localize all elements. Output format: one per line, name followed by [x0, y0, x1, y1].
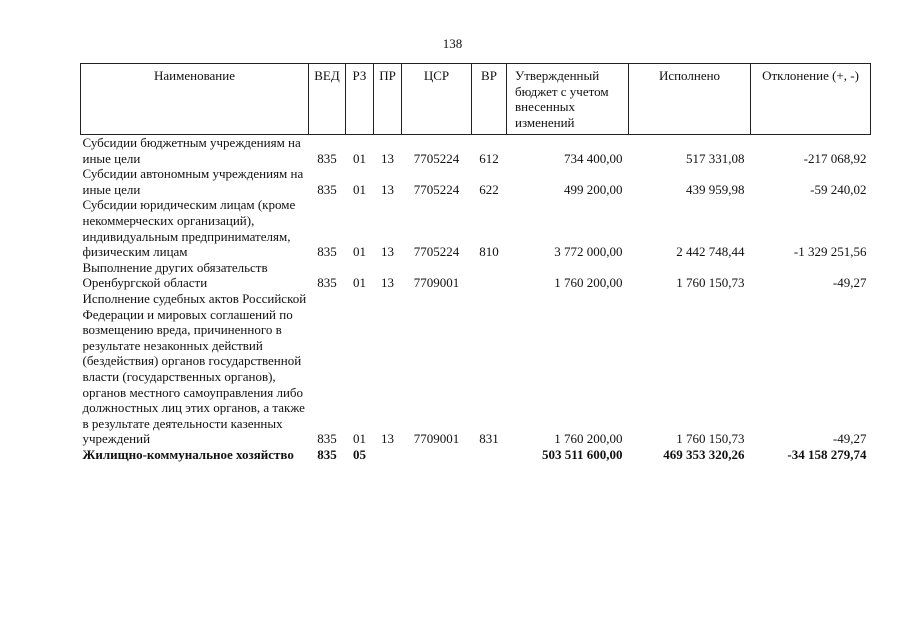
table-row [81, 260, 871, 291]
row-pr: 13 [381, 244, 394, 260]
row-rz: 01 [353, 244, 366, 260]
row-ved: 835 [317, 244, 337, 260]
row-rz: 05 [353, 446, 366, 462]
table-row [81, 166, 871, 197]
header-pr: ПР [374, 64, 402, 135]
header-deviation: Отклонение (+, -) [751, 64, 871, 135]
row-csr: 7705224 [413, 150, 460, 166]
row-csr: 7705224 [413, 244, 460, 260]
row-deviation: -34 158 279,74 [787, 446, 867, 462]
row-vr [472, 447, 507, 463]
row-deviation: -59 240,02 [810, 181, 867, 197]
header-ved: ВЕД [309, 64, 346, 135]
row-pr: 13 [381, 275, 394, 291]
header-approved: Утвержденный бюджет с учетом внесенных изменений [507, 64, 629, 135]
table-header [81, 64, 871, 135]
header-rz: РЗ [346, 64, 374, 135]
row-vr: 831 [479, 431, 499, 447]
budget-table [80, 63, 871, 462]
row-csr: 7709001 [413, 431, 460, 447]
row-executed: 1 760 150,73 [676, 275, 745, 291]
row-executed: 1 760 150,73 [676, 431, 745, 447]
table-row-section-total [81, 447, 871, 463]
row-deviation: -49,27 [832, 431, 867, 447]
table-row [81, 291, 871, 447]
row-vr [472, 260, 507, 291]
row-ved: 835 [317, 431, 337, 447]
row-ved: 835 [317, 275, 337, 291]
row-executed: 439 959,98 [686, 181, 745, 197]
row-pr [374, 447, 402, 463]
row-name: Субсидии бюджетным учреждениям на иные цели [82, 135, 301, 166]
table-body [81, 135, 871, 463]
row-rz: 01 [353, 275, 366, 291]
row-rz: 01 [353, 150, 366, 166]
table-row [81, 135, 871, 167]
row-deviation: -1 329 251,56 [793, 244, 867, 260]
row-pr: 13 [381, 150, 394, 166]
row-deviation: -217 068,92 [803, 150, 867, 166]
row-approved: 1 760 200,00 [554, 275, 623, 291]
row-approved: 1 760 200,00 [554, 431, 623, 447]
row-approved: 3 772 000,00 [554, 244, 623, 260]
row-csr: 7705224 [413, 181, 460, 197]
row-approved: 499 200,00 [564, 181, 623, 197]
row-pr: 13 [381, 181, 394, 197]
row-ved: 835 [317, 181, 337, 197]
row-rz: 01 [353, 431, 366, 447]
row-name: Выполнение других обязательств Оренбургской области [82, 259, 268, 291]
header-executed: Исполнено [629, 64, 751, 135]
row-pr: 13 [381, 431, 394, 447]
row-name: Субсидии автономным учреждениям на иные цели [82, 166, 304, 197]
table-row [81, 197, 871, 259]
row-ved: 835 [317, 446, 337, 462]
row-name: Субсидии юридическим лицам (кроме некоммерческих организаций), индивидуальным предпринимателям, физическим лицам [82, 197, 296, 260]
row-vr: 622 [479, 181, 499, 197]
header-csr: ЦСР [402, 64, 472, 135]
row-ved: 835 [317, 150, 337, 166]
row-deviation: -49,27 [832, 275, 867, 291]
row-executed: 2 442 748,44 [676, 244, 745, 260]
row-vr: 810 [479, 244, 499, 260]
row-name: Исполнение судебных актов Российской Федерации и мировых соглашений по возмещению вреда, причиненного в результате незаконных действий (бездействия) органов государственной власти (государственных органов), органов местного самоуправления либо должностных лиц этих органов, а также в результате деятельности казенных учреждений [82, 290, 307, 447]
row-executed: 469 353 320,26 [663, 446, 745, 462]
row-executed: 517 331,08 [686, 150, 745, 166]
row-csr: 7709001 [413, 275, 460, 291]
row-approved: 503 511 600,00 [541, 446, 623, 462]
page-number: 138 [442, 36, 463, 51]
row-csr [402, 447, 472, 463]
row-vr: 612 [479, 150, 499, 166]
row-approved: 734 400,00 [564, 150, 623, 166]
row-rz: 01 [353, 181, 366, 197]
row-name: Жилищно-коммунальное хозяйство [82, 446, 294, 462]
header-name: Наименование [81, 64, 309, 135]
header-vr: ВР [472, 64, 507, 135]
